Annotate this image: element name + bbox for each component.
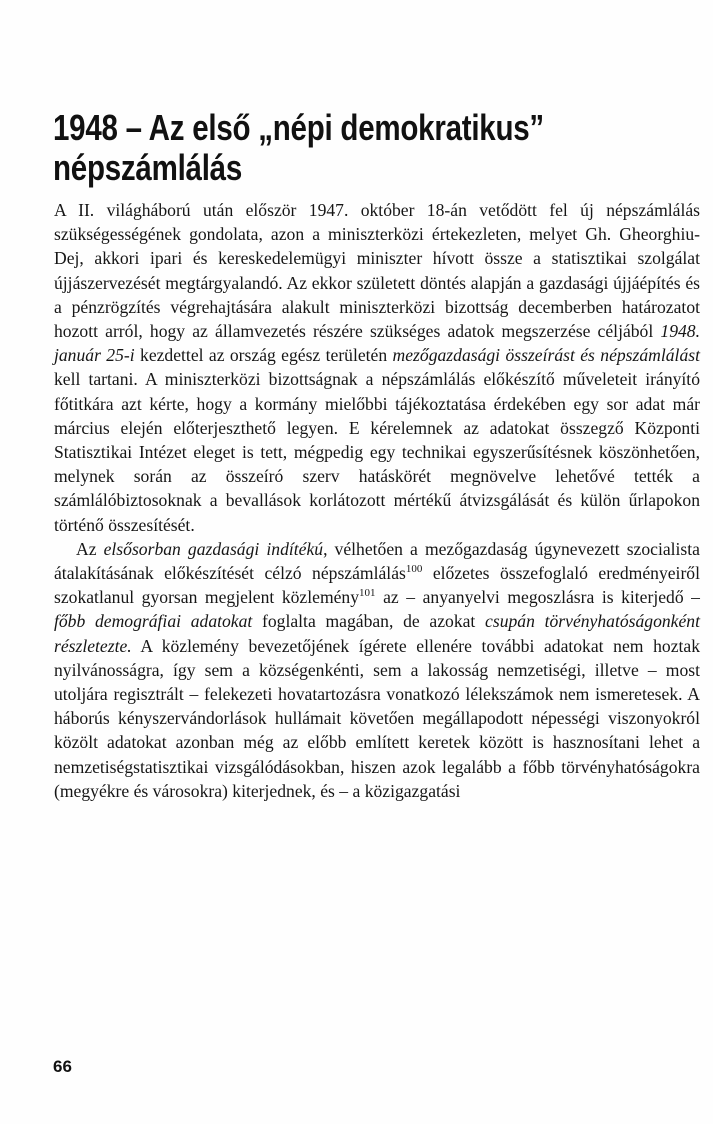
footnote-ref-100[interactable]: 100 [405, 563, 423, 576]
body-text [54, 198, 700, 803]
paragraph-2-italic-demographic: főbb demográfiai adatokat [54, 611, 253, 632]
paragraph-2-text-e: foglalta magában, de azokat [252, 611, 486, 632]
paragraph-2-text-c: előzetes összefoglaló eredményeiről szokatlanul gyorsan megjelent közlemény [54, 563, 700, 608]
footnote-ref-101[interactable]: 101 [359, 587, 376, 600]
paragraph-1-italic-census: mezőgazdasági összeírást és népszámlálást [392, 345, 700, 366]
page-number: 66 [53, 1057, 72, 1076]
chapter-title-line-1: 1948 – Az első „népi demokratikus” [53, 107, 544, 148]
paragraph-1-text-c: kell tartani. A miniszterközi bizottságnak a népszámlálás előkészítő műveleteit irányító főtitkára azt kérte, hogy a kormány mielőbbi tájékoztatása érdekében egy sor adat már március elején előterjeszthető legyen. E kérelemnek az adatokat összegző Központi Statisztikai Intézet eleget is tett, mégpedig egy technikai egyszerűsítésnek köszönhetően, melynek során az összeíró szerv hatáskörét megnövelve lehetővé tették a számlálóbiztosoknak a bevallások korlátozott mértékű átvizsgálását és külön űrlapokon történő összesítését. [54, 369, 700, 535]
paragraph-2-italic-detail: csupán törvényhatóságonként részletezte. [54, 611, 700, 656]
paragraph-1-text-b: kezdettel az ország egész területén [134, 345, 393, 366]
chapter-title [53, 108, 578, 188]
paragraph-2-text-b: , vélhetően a mezőgazdaság úgynevezett szocialista átalakításának előkészítését célzó népszámlálás [54, 538, 700, 584]
chapter-title-line-2: népszámlálás [53, 147, 243, 188]
paragraph-1 [54, 198, 700, 537]
paragraph-1-italic-date: 1948. január 25-i [54, 321, 700, 366]
paragraph-2-italic-motive: elsősorban gazdasági indítékú [103, 538, 324, 559]
paragraph-2-text-f: A közlemény bevezetőjének ígérete ellenére további adatokat nem hoztak nyilvánosságra, így sem a községenkénti, sem a lakosság nemzetiségi, illetve – most utoljára regisztrált – felekezeti hovatartozásra vonatkozó lélekszámok nem ismeretesek. A háborús kényszervándorlások hullámait követően megállapodott népességi viszonyokról közölt adatokat azonban még az előbb említett keretek között is hasznosítani lehet a nemzetiségstatisztikai vizsgálódásokban, hiszen azok legalább a főbb törvényhatóságokra (megyékre és városokra) kiterjednek, és – a közigazgatási [54, 635, 700, 801]
paragraph-2-text-a: Az [76, 538, 104, 559]
paragraph-1-text-a: A II. világháború után először 1947. október 18-án vetődött fel új népszámlálás szükségességének gondolata, azon a miniszterközi értekezleten, melyet Gh. Gheorghiu-Dej, akkori ipari és kereskedelemügyi miniszter hívott össze a statisztikai szolgálat újjászervezését megtárgyalandó. Az ekkor született döntés alapján a gazdasági újjáépítés és a pénzrögzítés végrehajtására alakult miniszterközi bizottság decemberben határozatot hozott arról, hogy az államvezetés részére szükséges adatok megszerzése céljából [54, 200, 700, 342]
paragraph-2 [54, 537, 700, 803]
paragraph-2-text-d: az – anyanyelvi megoszlásra is kiterjedő – [375, 587, 700, 608]
